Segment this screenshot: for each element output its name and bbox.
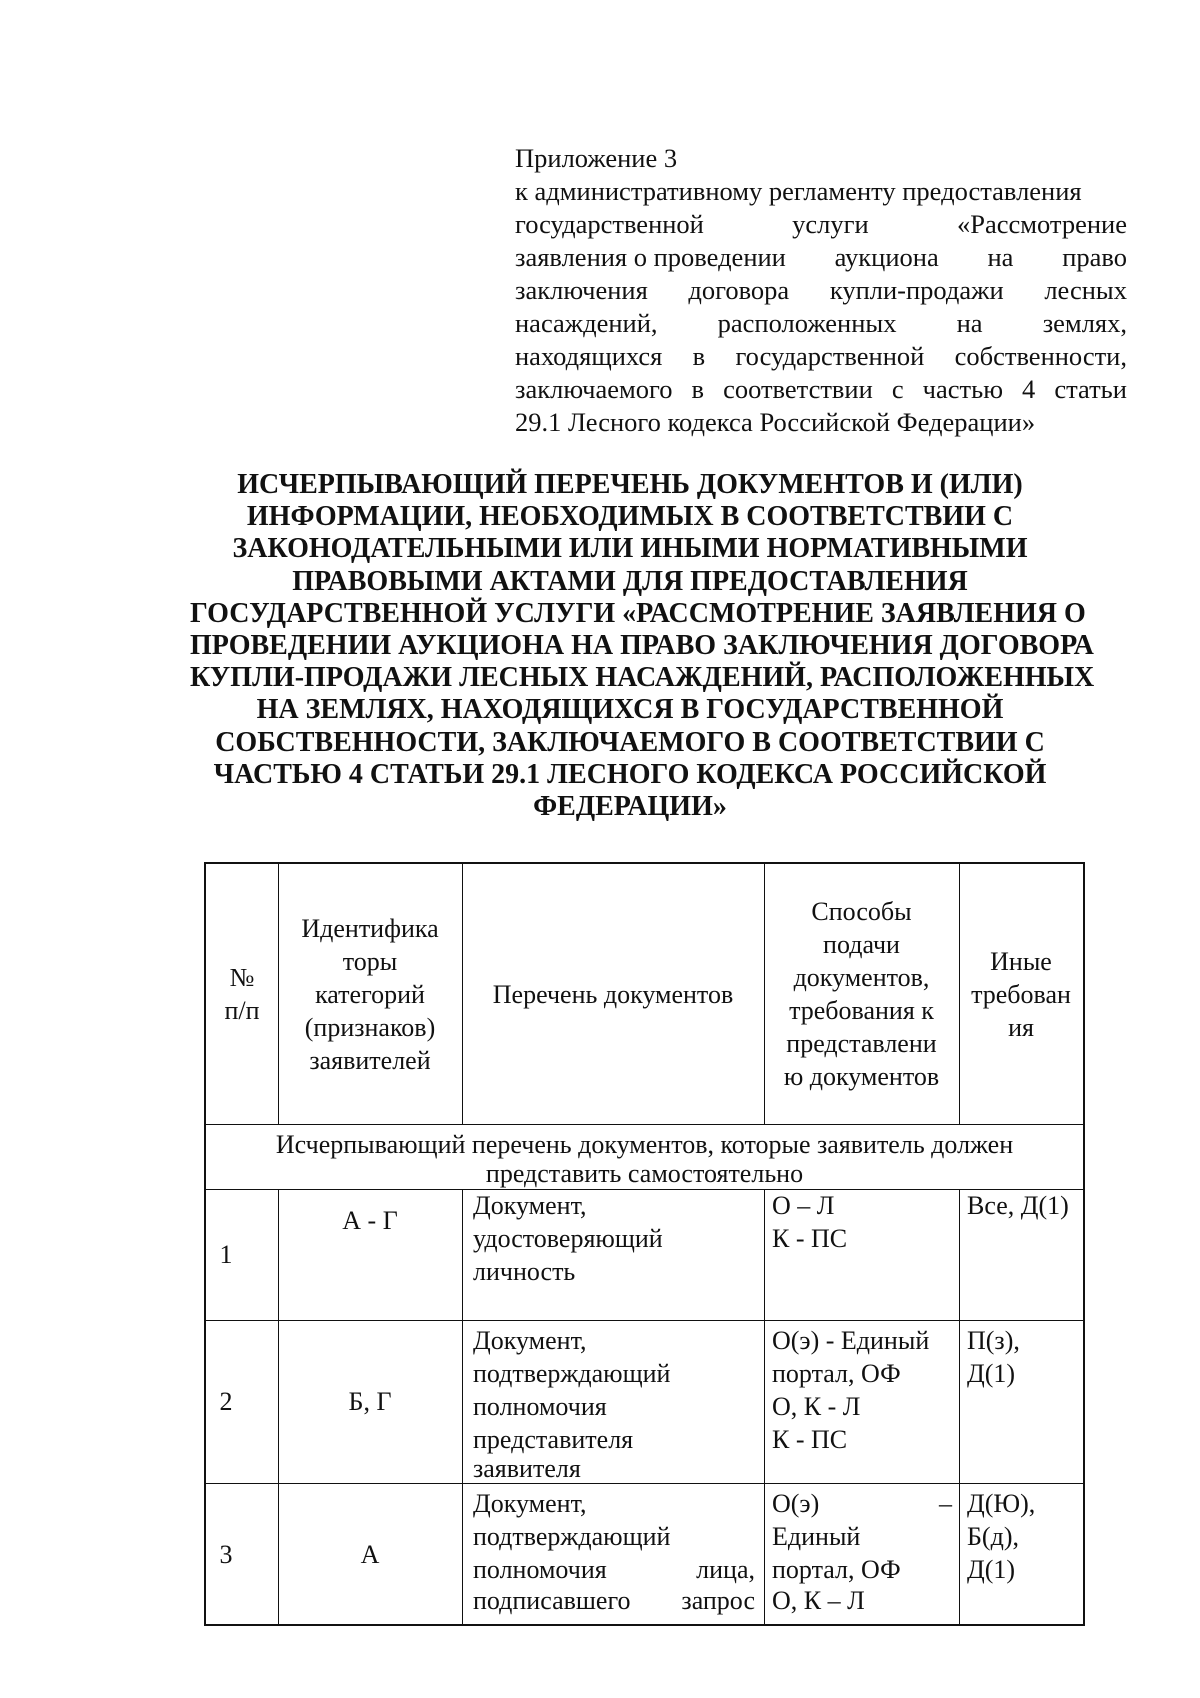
section-text: представить самостоятельно (485, 1159, 804, 1188)
table-row-3-ident (278, 1483, 462, 1626)
cell-line: Б(д), (967, 1522, 1019, 1551)
header-text: № (229, 963, 255, 992)
cell-line: Все, Д(1) (967, 1191, 1069, 1220)
table-row-1-num (206, 1189, 246, 1320)
table-grid-line (764, 1189, 765, 1626)
word: лесных (1044, 275, 1127, 305)
word: собственности, (954, 341, 1127, 371)
word: с (891, 374, 904, 404)
word: полномочия (473, 1555, 607, 1584)
header-text: категорий (315, 979, 425, 1009)
appendix-title: Приложение 3 (515, 143, 678, 173)
cell-line: удостоверяющий (473, 1224, 663, 1253)
word: статьи (1054, 374, 1127, 404)
row-ident: А (360, 1540, 380, 1569)
word: в (691, 374, 705, 404)
cell-line: подтверждающий (473, 1522, 671, 1551)
word: – (939, 1489, 952, 1518)
header-methods (764, 864, 959, 1124)
appendix-line (515, 340, 1127, 373)
header-text: Способы (811, 897, 912, 926)
cell-line: портал, ОФ (772, 1555, 901, 1584)
table-row-2-ident (278, 1320, 462, 1483)
cell-line: Документ, (473, 1489, 587, 1518)
table-row-3-docs (473, 1487, 755, 1616)
heading-line: ИСЧЕРПЫВАЮЩИЙ ПЕРЕЧЕНЬ ДОКУМЕНТОВ И (ИЛИ) (237, 469, 1023, 500)
word: купли-продажи (829, 275, 1004, 305)
word: право (1062, 242, 1127, 272)
header-text: торы (342, 946, 398, 976)
header-other (959, 864, 1083, 1124)
heading-line: ИНФОРМАЦИИ, НЕОБХОДИМЫХ В СООТВЕТСТВИИ С (246, 501, 1014, 533)
word: заключаемого (515, 374, 673, 404)
table-row-1-docs (473, 1189, 755, 1288)
document-heading (190, 469, 1095, 823)
header-text: Перечень документов (492, 979, 734, 1009)
cell-line: К - ПС (772, 1425, 848, 1454)
cell-line: Документ, (473, 1191, 587, 1220)
word: аукциона (834, 242, 939, 272)
word: заключения (515, 275, 648, 305)
cell-line: Д(1) (967, 1359, 1016, 1388)
header-text: ю документов (783, 1062, 940, 1091)
word: частью (922, 374, 1003, 404)
table-row-2-methods (772, 1324, 954, 1456)
cell-line: Д(Ю), (967, 1489, 1036, 1518)
heading-line: ЧАСТЬЮ 4 СТАТЬИ 29.1 ЛЕСНОГО КОДЕКСА РОССИЙСКОЙ (213, 758, 1047, 790)
appendix-line (515, 274, 1127, 307)
cell-line: заявителя (473, 1454, 581, 1483)
row-num: 3 (219, 1540, 233, 1569)
word: запрос (681, 1586, 755, 1615)
cell-line: подтверждающий (473, 1359, 671, 1388)
word: О(э) (772, 1489, 820, 1518)
row-ident: А - Г (342, 1205, 398, 1235)
header-text: ия (1008, 1012, 1034, 1042)
cell-line: О(э) - Единый (772, 1326, 930, 1355)
header-text: документов, (793, 963, 930, 992)
cell-line: П(з), (967, 1326, 1020, 1355)
table-grid-line (959, 1189, 960, 1626)
table-grid-line (206, 1124, 1083, 1125)
word: находящихся (515, 341, 663, 371)
header-docs (462, 864, 764, 1124)
word: заявления о проведении (515, 242, 786, 272)
appendix-line: 29.1 Лесного кодекса Российской Федерации» (515, 407, 1036, 437)
header-text: (признаков) (304, 1012, 436, 1042)
header-text: Иные (990, 946, 1052, 976)
table-row-1-ident (278, 1194, 462, 1246)
cell-line: Единый (772, 1522, 861, 1551)
cell-line: О, К – Л (772, 1586, 865, 1615)
heading-line: ЗАКОНОДАТЕЛЬНЫМИ ИЛИ ИНЫМИ НОРМАТИВНЫМИ (232, 533, 1028, 565)
table-row-3-methods (772, 1487, 952, 1616)
appendix-reference (515, 142, 1127, 439)
word: «Рассмотрение (956, 209, 1127, 239)
table-row-2-docs (473, 1324, 755, 1482)
heading-line: ПРОВЕДЕНИИ АУКЦИОНА НА ПРАВО ЗАКЛЮЧЕНИЯ ДОГОВОРА (190, 630, 1094, 662)
cell-line (772, 1487, 952, 1520)
word: государственной (515, 209, 704, 239)
table-row-2-other (967, 1324, 1081, 1390)
heading-line: ГОСУДАРСТВЕННОЙ УСЛУГИ «РАССМОТРЕНИЕ ЗАЯВЛЕНИЯ О (190, 597, 1086, 629)
word: землях, (1042, 308, 1127, 338)
appendix-line (515, 241, 1127, 274)
heading-line: КУПЛИ-ПРОДАЖИ ЛЕСНЫХ НАСАЖДЕНИЙ, РАСПОЛОЖЕННЫХ (190, 662, 1095, 694)
section-row (206, 1128, 1083, 1187)
header-text: заявителей (309, 1045, 431, 1075)
word: насаждений, (515, 308, 658, 338)
row-num: 2 (219, 1387, 233, 1416)
word: расположенных (717, 308, 897, 338)
header-text: требован (971, 979, 1071, 1009)
appendix-line (515, 373, 1127, 406)
cell-line: Д(1) (967, 1555, 1016, 1584)
word: услуги (792, 209, 869, 239)
header-text: Идентифика (301, 913, 439, 943)
table-row-2-num (206, 1320, 246, 1483)
cell-line: личность (473, 1257, 576, 1286)
word: в (692, 341, 706, 371)
word: договора (688, 275, 790, 305)
cell-line: О, К - Л (772, 1392, 861, 1421)
heading-line: ФЕДЕРАЦИИ» (533, 791, 727, 823)
cell-line: портал, ОФ (772, 1359, 901, 1388)
header-text: представлени (786, 1029, 937, 1058)
header-text: п/п (224, 996, 260, 1025)
cell-line: полномочия (473, 1392, 607, 1421)
cell-line: представителя (473, 1425, 634, 1454)
heading-line: СОБСТВЕННОСТИ, ЗАКЛЮЧАЕМОГО В СООТВЕТСТВИИ С (215, 726, 1045, 758)
row-ident: Б, Г (348, 1387, 392, 1416)
cell-line: К - ПС (772, 1224, 848, 1253)
word: лица, (696, 1555, 755, 1584)
header-ident (278, 864, 462, 1124)
table-row-3-num (206, 1483, 246, 1626)
documents-table (204, 862, 1085, 1626)
word: 4 (1022, 374, 1036, 404)
heading-line: НА ЗЕМЛЯХ, НАХОДЯЩИХСЯ В ГОСУДАРСТВЕННОЙ (256, 694, 1004, 726)
word: на (987, 242, 1014, 272)
table-row-1-other (967, 1189, 1081, 1222)
appendix-line (515, 208, 1127, 241)
appendix-line: к административному регламенту предоставления (515, 176, 1082, 206)
cell-line (473, 1553, 755, 1586)
heading-line: ПРАВОВЫМИ АКТАМИ ДЛЯ ПРЕДОСТАВЛЕНИЯ (292, 565, 968, 597)
word: государственной (735, 341, 925, 371)
table-grid-line (462, 1189, 463, 1626)
table-row-1-methods (772, 1189, 954, 1255)
cell-line: О – Л (772, 1191, 835, 1220)
word: подписавшего (473, 1586, 631, 1615)
header-text: подачи (823, 930, 900, 959)
section-text: Исчерпывающий перечень документов, которые заявитель должен (275, 1130, 1014, 1159)
word: на (956, 308, 983, 338)
table-row-3-other (967, 1487, 1081, 1586)
header-num (206, 864, 278, 1124)
row-num: 1 (219, 1240, 233, 1269)
word: соответствии (723, 374, 873, 404)
header-text: требования к (789, 996, 934, 1025)
cell-line (473, 1586, 755, 1616)
cell-line: Документ, (473, 1326, 587, 1355)
appendix-line (515, 307, 1127, 340)
